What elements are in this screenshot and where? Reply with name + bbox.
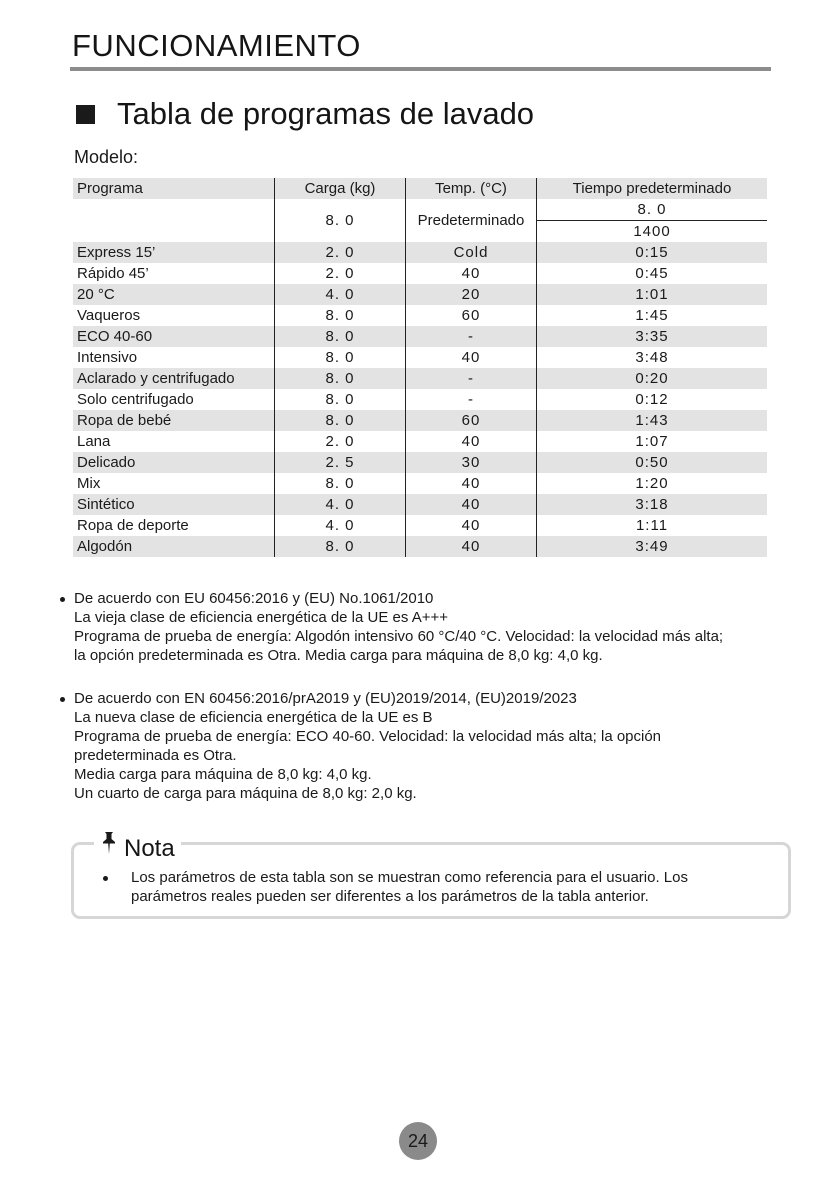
time-cell: 0:45 [537,263,768,284]
time-cell: 0:12 [537,389,768,410]
nota-text-wrap [103,868,743,906]
program-cell: Rápido 45’ [77,265,149,282]
program-cell: Mix [77,475,101,492]
default-row [73,199,767,242]
note-line: Un cuarto de carga para máquina de 8,0 kg: 2,0 kg. [74,785,417,802]
load-cell: 2. 0 [275,431,406,452]
table-row [73,389,767,410]
program-cell: Lana [77,433,111,450]
temp-cell: 20 [406,284,537,305]
program-cell: 20 °C [73,284,275,305]
note-item-1 [60,589,780,665]
load-cell: 8. 0 [275,410,406,431]
note-line: Programa de prueba de energía: ECO 40-60. Velocidad: la velocidad más alta; la opción [74,728,662,745]
table-row [73,410,767,431]
note-line: Media carga para máquina de 8,0 kg: 4,0 kg. [74,766,372,783]
default-temp-cell: Predeterminado [406,199,537,242]
time-cell: 1:45 [537,305,768,326]
program-cell: Express 15’ [73,242,275,263]
table-row [73,242,767,263]
model-label: Modelo: [74,147,139,167]
time-cell: 3:35 [537,326,768,347]
page-number-badge: 24 [399,1122,437,1160]
time-cell: 0:15 [537,242,768,263]
table-header-row [73,178,767,199]
column-header-time: Tiempo predeterminado [537,178,768,199]
table-row [73,305,767,326]
bullet-icon [60,597,65,602]
default-time-bottom: 1400 [633,223,671,240]
pushpin-icon [98,830,120,856]
load-cell: 2. 0 [275,263,406,284]
time-cell: 3:18 [537,494,768,515]
time-cell: 0:50 [537,452,768,473]
note-line: la opción predeterminada es Otra. Media carga para máquina de 8,0 kg: 4,0 kg. [74,647,603,664]
nota-heading [94,829,181,862]
section-title [76,96,534,132]
time-cell: 1:07 [537,431,768,452]
load-cell: 2. 0 [275,242,406,263]
temp-cell: 40 [406,431,537,452]
table-row [73,536,767,557]
note-line: De acuerdo con EN 60456:2016/prA2019 y (EU)2019/2014, (EU)2019/2023 [74,690,577,707]
program-cell: ECO 40-60 [73,326,275,347]
temp-cell: - [406,326,537,347]
default-time-cell [537,199,768,242]
program-cell: Delicado [73,452,275,473]
temp-cell: - [406,389,537,410]
program-cell: Ropa de deporte [77,517,189,534]
temp-cell: 40 [406,536,537,557]
load-cell: 8. 0 [275,347,406,368]
section-title-text: Tabla de programas de lavado [117,96,535,131]
temp-cell: 40 [406,515,537,536]
load-cell: 8. 0 [275,473,406,494]
temp-cell: 40 [406,494,537,515]
table-row [73,473,767,494]
note-item-2 [60,689,780,803]
time-cell: 1:11 [537,515,768,536]
time-cell: 1:01 [537,284,768,305]
table-row [73,326,767,347]
default-load-cell: 8. 0 [275,199,406,242]
program-cell: Intensivo [77,349,138,366]
column-header-program: Programa [73,178,275,199]
load-cell: 8. 0 [275,326,406,347]
load-cell: 8. 0 [275,305,406,326]
temp-cell: 60 [406,305,537,326]
table-row [73,347,767,368]
program-cell: Sintético [73,494,275,515]
load-cell: 4. 0 [275,284,406,305]
bullet-icon [103,876,108,881]
note-line: Programa de prueba de energía: Algodón intensivo 60 °C/40 °C. Velocidad: la velocidad más alta; [74,628,724,645]
temp-cell: Cold [406,242,537,263]
table-row [73,263,767,284]
time-cell: 0:20 [537,368,768,389]
time-cell: 3:49 [537,536,768,557]
temp-cell: 40 [406,263,537,284]
temp-cell: 40 [406,473,537,494]
square-bullet-icon [76,105,95,124]
program-table [73,178,767,557]
table-row [73,494,767,515]
table-row [73,284,767,305]
program-cell: Algodón [73,536,275,557]
load-cell: 4. 0 [275,515,406,536]
header-rule [70,67,771,71]
notes-section [60,589,780,827]
time-cell: 3:48 [537,347,768,368]
table-row [73,431,767,452]
time-cell: 1:43 [537,410,768,431]
load-cell: 8. 0 [275,389,406,410]
program-cell: Vaqueros [77,307,141,324]
note-line: predeterminada es Otra. [74,747,237,764]
default-program-cell [73,199,275,242]
load-cell: 2. 5 [275,452,406,473]
column-header-load: Carga (kg) [275,178,406,199]
note-line: La vieja clase de eficiencia energética de la UE es A+++ [74,609,448,626]
note-line: De acuerdo con EU 60456:2016 y (EU) No.1061/2010 [74,590,434,607]
program-cell: Solo centrifugado [77,391,194,408]
temp-cell: 30 [406,452,537,473]
time-cell: 1:20 [537,473,768,494]
nota-text: Los parámetros de esta tabla son se muestran como referencia para el usuario. Los parámetros reales pueden ser diferentes a los parámetros de la tabla anterior. [131,869,688,905]
load-cell: 8. 0 [275,536,406,557]
program-cell: Ropa de bebé [73,410,275,431]
temp-cell: 40 [406,347,537,368]
table-row [73,452,767,473]
note-line: La nueva clase de eficiencia energética de la UE es B [74,709,433,726]
nota-title: Nota [124,835,175,862]
default-time-top: 8. 0 [537,199,767,221]
column-header-temp: Temp. (°C) [406,178,537,199]
nota-content [103,868,743,906]
table-row [73,515,767,536]
load-cell: 4. 0 [275,494,406,515]
program-cell: Aclarado y centrifugado [73,368,275,389]
temp-cell: 60 [406,410,537,431]
load-cell: 8. 0 [275,368,406,389]
temp-cell: - [406,368,537,389]
table-row [73,368,767,389]
bullet-icon [60,697,65,702]
header-title: FUNCIONAMIENTO [72,28,361,63]
